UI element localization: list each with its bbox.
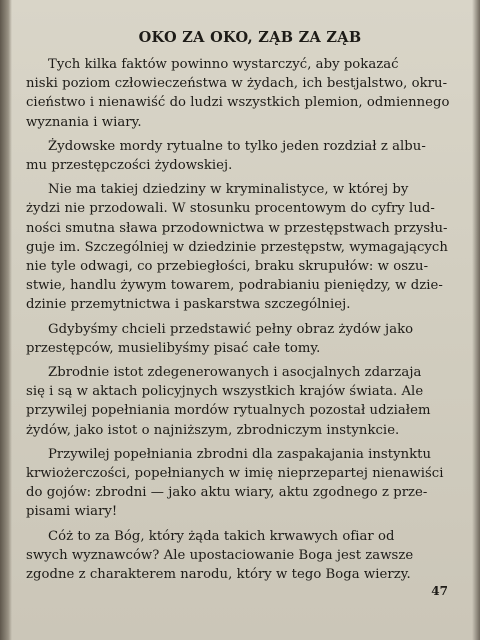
text-line: wyznania i wiary.	[26, 114, 142, 130]
text-line: cieństwo i nienawiść do ludzi wszystkich plemion, odmiennego	[26, 95, 450, 111]
page-edge-shadow	[472, 0, 480, 640]
text-line: swych wyznawców? Ale upostaciowanie Boga jest zawsze	[26, 547, 414, 563]
text-line: Zbrodnie istot zdegenerowanych i asocjalnych zdarzaja	[48, 365, 422, 381]
text-line: stwie, handlu żywym towarem, podrabianiu pieniędzy, w dzie-	[26, 278, 443, 294]
paragraph-3	[26, 180, 456, 314]
page-number: 47	[431, 584, 448, 598]
text-line: pisami wiary!	[26, 504, 118, 520]
text-line: nie tyle odwagi, co przebiegłości, braku skrupułów: w oszu-	[26, 259, 429, 275]
text-line: żydów, jako istot o najniższym, zbrodniczym instynkcie.	[26, 422, 400, 438]
paragraph-7	[26, 527, 456, 585]
text-line: Gdybyśmy chcieli przedstawić pełny obraz żydów jako	[48, 321, 414, 337]
chapter-heading: OKO ZA OKO, ZĄB ZA ZĄB	[138, 29, 362, 46]
paragraph-6	[26, 445, 456, 522]
text-line: zgodne z charakterem narodu, który w tego Boga wierzy.	[26, 567, 411, 583]
text-line: Tych kilka faktów powinno wystarczyć, aby pokazać	[48, 57, 399, 72]
text-line: Przywilej popełniania zbrodni dla zaspakajania instynktu	[48, 446, 432, 462]
paragraph-2	[26, 137, 456, 175]
paragraph-1	[26, 55, 456, 132]
text-line: guje im. Szczególniej w dziedzinie przestępstw, wymagających	[26, 239, 448, 255]
text-line: przestępców, musielibyśmy pisać całe tomy.	[26, 340, 321, 356]
page-content	[26, 28, 456, 589]
text-line: się i są w aktach policyjnych wszystkich krajów świata. Ale	[26, 384, 424, 400]
page-gutter-shadow	[0, 0, 12, 640]
text-line: do gojów: zbrodni — jako aktu wiary, aktu zgodnego z prze-	[26, 485, 428, 501]
text-line: Żydowske mordy rytualne to tylko jeden rozdział z albu-	[48, 138, 426, 154]
text-line: mu przestępczości żydowskiej.	[26, 158, 233, 174]
text-line: przywilej popełniania mordów rytualnych pozostał udziałem	[26, 403, 431, 419]
text-line: ności smutna sława przodownictwa w przestępstwach przysłu-	[26, 220, 448, 236]
text-line: Nie ma takiej dziedziny w kryminalistyce, w której by	[48, 182, 409, 198]
text-line: krwiożerczości, popełnianych w imię nieprzepartej nienawiści	[26, 466, 444, 482]
text-line: Cóż to za Bóg, który żąda takich krwawych ofiar od	[48, 528, 395, 544]
paragraph-5	[26, 363, 456, 440]
text-line: niski poziom człowieczeństwa w żydach, ich bestjalstwo, okru-	[26, 76, 448, 92]
text-line: dzinie przemytnictwa i paskarstwa szczególniej.	[26, 297, 351, 313]
text-line: żydzi nie przodowali. W stosunku procentowym do cyfry lud-	[26, 201, 435, 217]
paragraph-4	[26, 320, 456, 358]
